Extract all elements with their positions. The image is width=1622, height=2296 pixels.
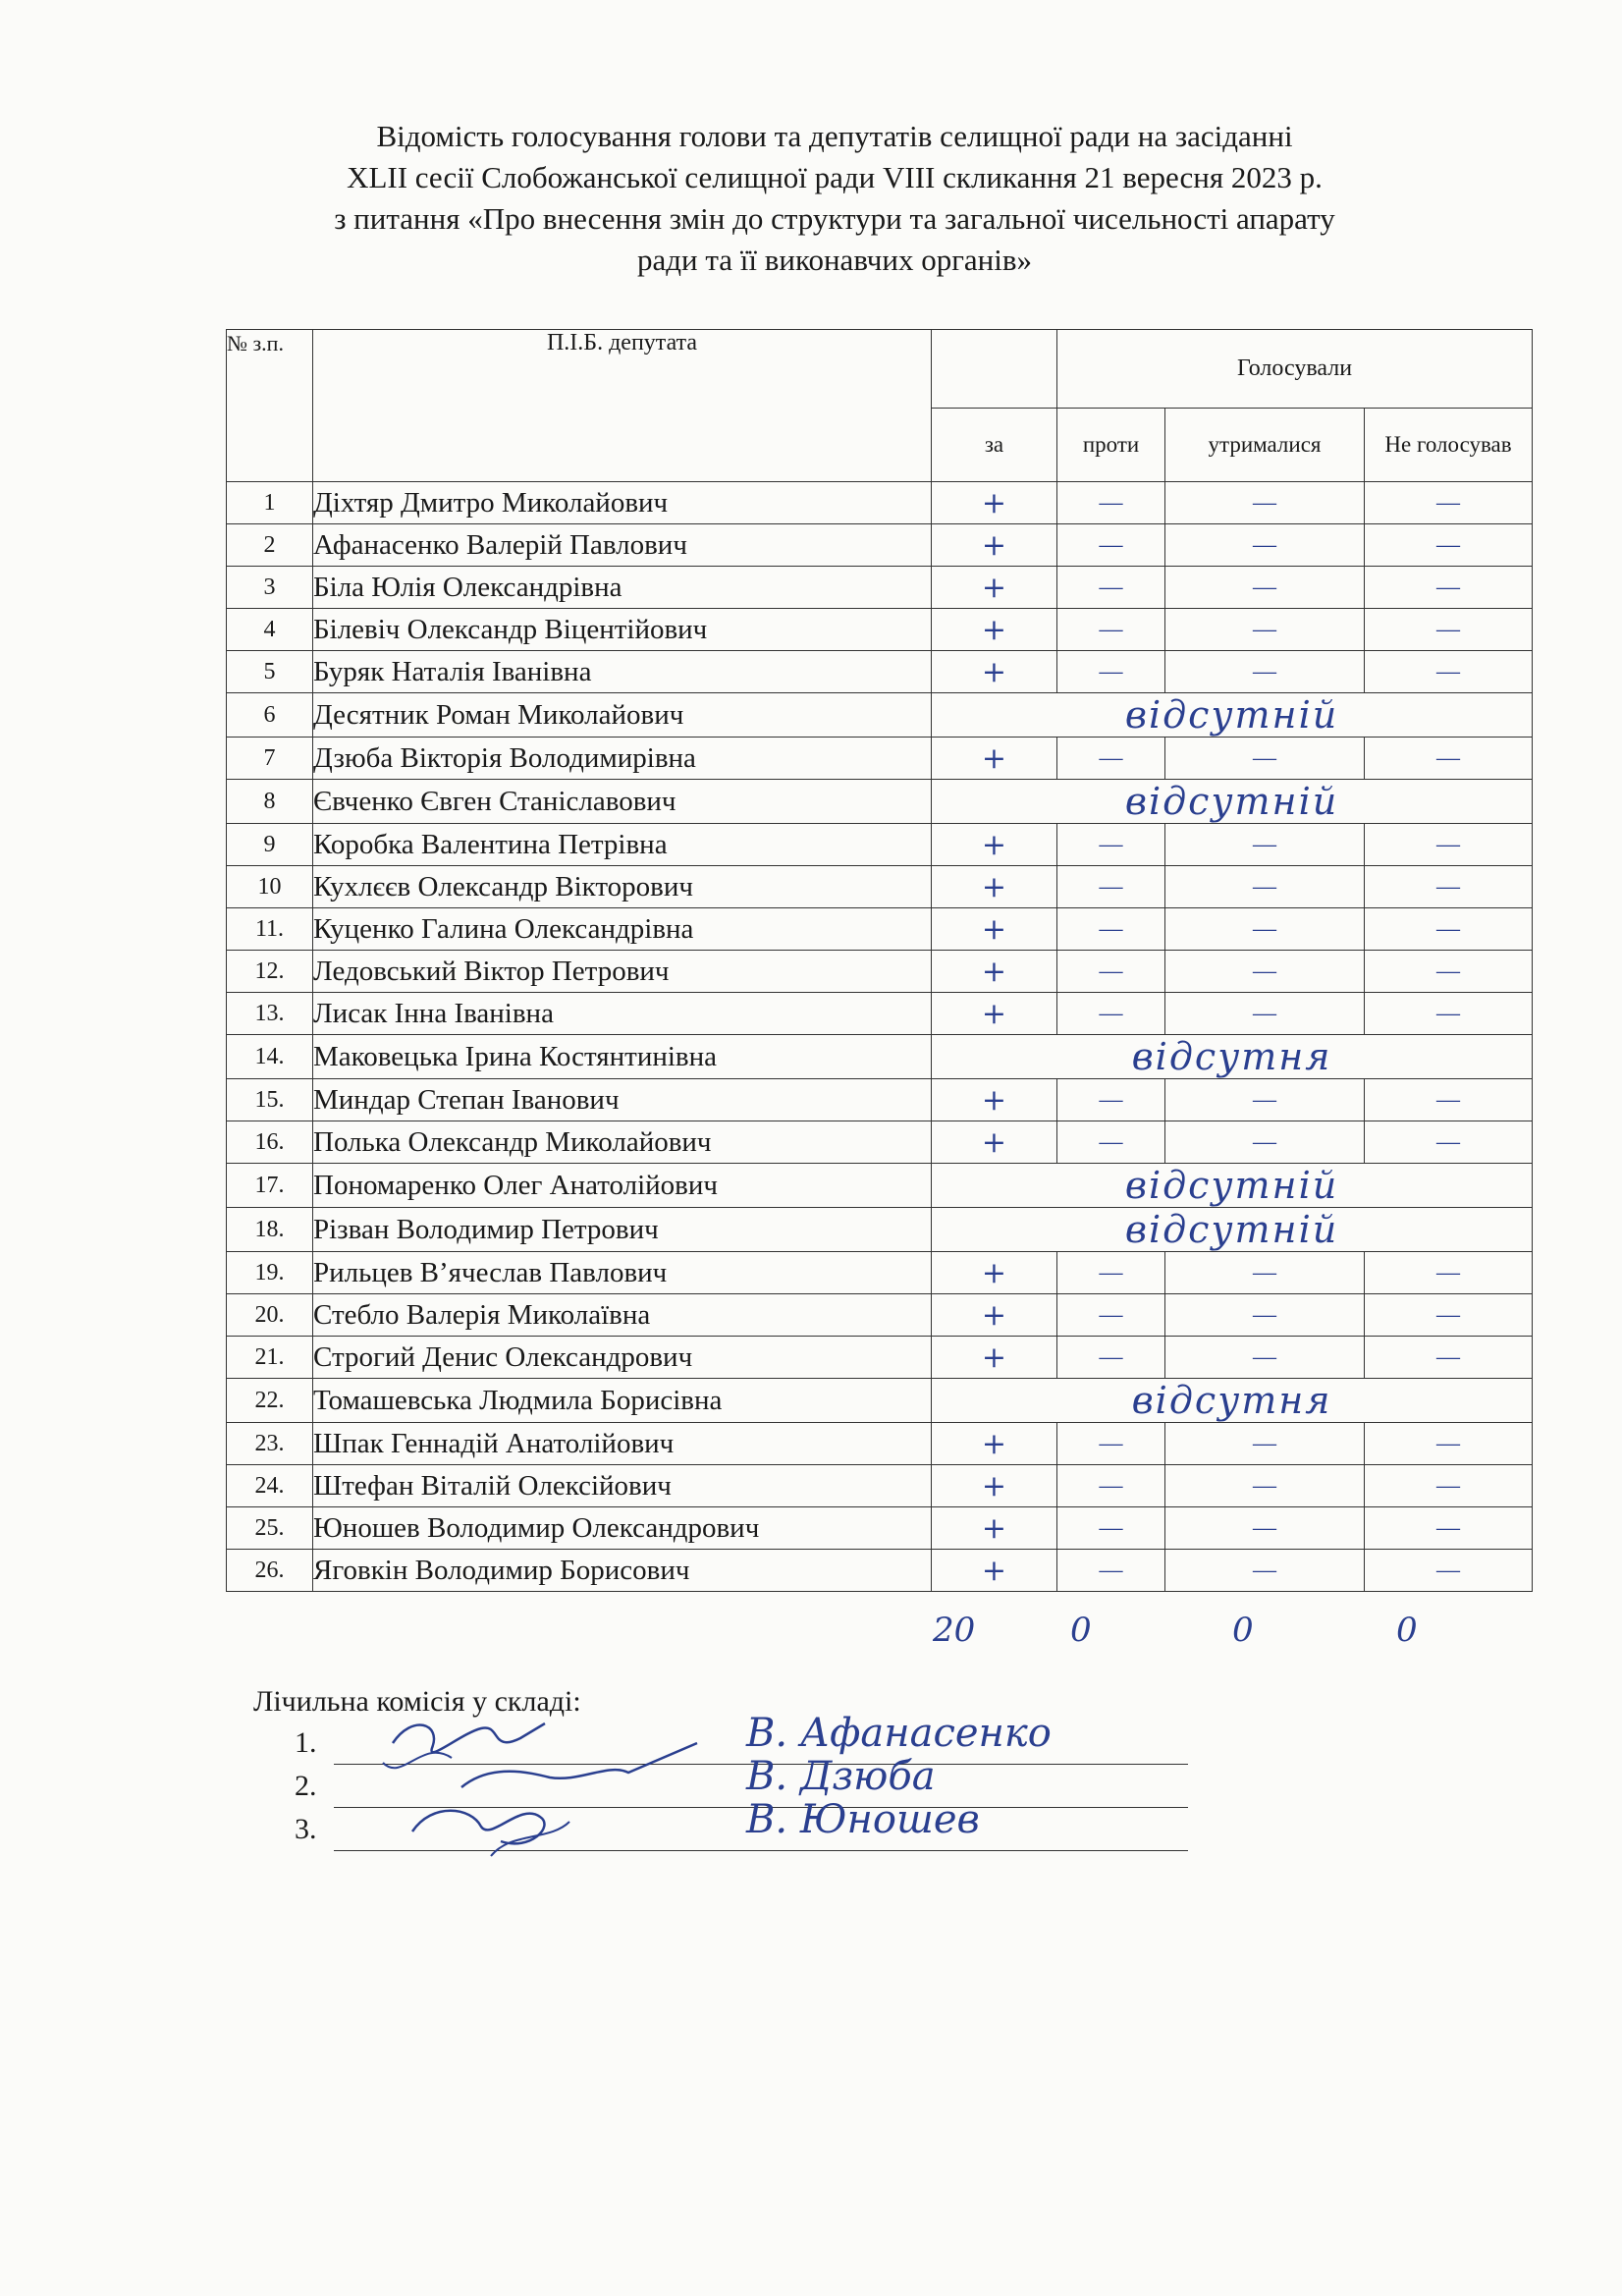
- vote-for-mark: +: [932, 1465, 1057, 1507]
- dash-abstain: —: [1165, 866, 1365, 908]
- row-number: 6: [227, 693, 313, 738]
- dash-abstain: —: [1165, 651, 1365, 693]
- vote-for-mark: +: [932, 1079, 1057, 1121]
- dash-novote: —: [1365, 1423, 1533, 1465]
- heading-line-4: ради та її виконавчих органів»: [636, 243, 1033, 277]
- row-number: 5: [227, 651, 313, 693]
- header-against: проти: [1057, 409, 1165, 482]
- dash-novote: —: [1365, 1465, 1533, 1507]
- table-row: [227, 1035, 1533, 1079]
- dash-against: —: [1057, 567, 1165, 609]
- dash-novote: —: [1365, 1252, 1533, 1294]
- header-abstain: утрималися: [1165, 409, 1365, 482]
- deputy-name: Біла Юлія Олександрівна: [313, 567, 932, 609]
- dash-against: —: [1057, 993, 1165, 1035]
- table-row: [227, 651, 1533, 693]
- row-number: 7: [227, 738, 313, 780]
- vote-for-mark: +: [932, 567, 1057, 609]
- dash-against: —: [1057, 1550, 1165, 1592]
- commission-member-2: В. Дзюба: [746, 1754, 936, 1799]
- row-number: 25.: [227, 1507, 313, 1550]
- vote-for-mark: +: [932, 738, 1057, 780]
- commission-number-2: 2.: [295, 1770, 317, 1802]
- total-novote: 0: [1396, 1611, 1418, 1650]
- dash-novote: —: [1365, 1337, 1533, 1379]
- vote-for-mark: +: [932, 609, 1057, 651]
- vote-for-mark: +: [932, 1337, 1057, 1379]
- table-row: [227, 567, 1533, 609]
- deputy-name: Стебло Валерія Миколаївна: [313, 1294, 932, 1337]
- deputy-name: Полька Олександр Миколайович: [313, 1121, 932, 1164]
- row-number: 12.: [227, 951, 313, 993]
- absent-note: відсутній: [932, 1164, 1533, 1208]
- table-row: [227, 609, 1533, 651]
- header-for: за: [932, 409, 1057, 482]
- row-number: 2: [227, 524, 313, 567]
- dash-novote: —: [1365, 1550, 1533, 1592]
- dash-against: —: [1057, 1423, 1165, 1465]
- table-row: [227, 693, 1533, 738]
- dash-novote: —: [1365, 609, 1533, 651]
- dash-abstain: —: [1165, 1550, 1365, 1592]
- deputy-name: Буряк Наталія Іванівна: [313, 651, 932, 693]
- dash-novote: —: [1365, 1294, 1533, 1337]
- header-name: П.І.Б. депутата: [313, 330, 932, 482]
- dash-against: —: [1057, 866, 1165, 908]
- dash-abstain: —: [1165, 738, 1365, 780]
- row-number: 20.: [227, 1294, 313, 1337]
- dash-novote: —: [1365, 1121, 1533, 1164]
- heading-line-1: Відомість голосування голови та депутатів селищної ради на засіданні: [376, 119, 1293, 153]
- heading-line-3: з питання «Про внесення змін до структури та загальної чисельності апарату: [334, 201, 1335, 236]
- commission-member-1: В. Афанасенко: [746, 1711, 1052, 1756]
- dash-abstain: —: [1165, 482, 1365, 524]
- deputy-name: Ледовський Віктор Петрович: [313, 951, 932, 993]
- deputy-name: Строгий Денис Олександрович: [313, 1337, 932, 1379]
- dash-abstain: —: [1165, 951, 1365, 993]
- voting-table: [226, 329, 1533, 1592]
- vote-for-mark: +: [932, 993, 1057, 1035]
- row-number: 13.: [227, 993, 313, 1035]
- row-number: 22.: [227, 1379, 313, 1423]
- commission-member-3: В. Юношев: [746, 1797, 980, 1842]
- vote-for-mark: +: [932, 908, 1057, 951]
- dash-against: —: [1057, 1465, 1165, 1507]
- dash-against: —: [1057, 738, 1165, 780]
- vote-for-mark: +: [932, 951, 1057, 993]
- vote-for-mark: +: [932, 651, 1057, 693]
- dash-against: —: [1057, 1294, 1165, 1337]
- deputy-name: Євченко Євген Станіславович: [313, 780, 932, 824]
- row-number: 8: [227, 780, 313, 824]
- dash-abstain: —: [1165, 824, 1365, 866]
- table-row: [227, 482, 1533, 524]
- vote-for-mark: +: [932, 524, 1057, 567]
- table-row: [227, 1121, 1533, 1164]
- dash-abstain: —: [1165, 908, 1365, 951]
- row-number: 15.: [227, 1079, 313, 1121]
- row-number: 24.: [227, 1465, 313, 1507]
- row-number: 26.: [227, 1550, 313, 1592]
- dash-novote: —: [1365, 951, 1533, 993]
- table-row: [227, 993, 1533, 1035]
- dash-abstain: —: [1165, 1337, 1365, 1379]
- row-number: 23.: [227, 1423, 313, 1465]
- header-number: № з.п.: [227, 330, 313, 482]
- table-row: [227, 1550, 1533, 1592]
- row-number: 14.: [227, 1035, 313, 1079]
- commission-number-1: 1.: [295, 1726, 317, 1759]
- header-blank: [932, 330, 1057, 409]
- dash-novote: —: [1365, 1079, 1533, 1121]
- dash-abstain: —: [1165, 1465, 1365, 1507]
- total-against: 0: [1070, 1611, 1092, 1650]
- table-row: [227, 1079, 1533, 1121]
- deputy-name: Діхтяр Дмитро Миколайович: [313, 482, 932, 524]
- row-number: 18.: [227, 1208, 313, 1252]
- dash-against: —: [1057, 951, 1165, 993]
- vote-for-mark: +: [932, 1121, 1057, 1164]
- table-row: [227, 780, 1533, 824]
- table-row: [227, 1423, 1533, 1465]
- deputy-name: Рильцев В’ячеслав Павлович: [313, 1252, 932, 1294]
- absent-note: відсутній: [932, 1208, 1533, 1252]
- dash-abstain: —: [1165, 993, 1365, 1035]
- table-row: [227, 951, 1533, 993]
- vote-for-mark: +: [932, 1252, 1057, 1294]
- header-voted: Голосували: [1057, 330, 1533, 409]
- deputy-name: Різван Володимир Петрович: [313, 1208, 932, 1252]
- absent-note: відсутня: [932, 1379, 1533, 1423]
- absent-note: відсутній: [932, 693, 1533, 738]
- deputy-name: Десятник Роман Миколайович: [313, 693, 932, 738]
- dash-novote: —: [1365, 993, 1533, 1035]
- deputy-name: Яговкін Володимир Борисович: [313, 1550, 932, 1592]
- signature-scribbles: [373, 1704, 727, 1881]
- row-number: 4: [227, 609, 313, 651]
- dash-abstain: —: [1165, 1423, 1365, 1465]
- row-number: 19.: [227, 1252, 313, 1294]
- dash-against: —: [1057, 1079, 1165, 1121]
- deputy-name: Шпак Геннадій Анатолійович: [313, 1423, 932, 1465]
- deputy-name: Куценко Галина Олександрівна: [313, 908, 932, 951]
- deputy-name: Юношев Володимир Олександрович: [313, 1507, 932, 1550]
- deputy-name: Пономаренко Олег Анатолійович: [313, 1164, 932, 1208]
- dash-against: —: [1057, 524, 1165, 567]
- voting-rows: [227, 482, 1533, 1592]
- vote-for-mark: +: [932, 1507, 1057, 1550]
- header-novote: Не голосував: [1365, 409, 1533, 482]
- dash-against: —: [1057, 1252, 1165, 1294]
- dash-novote: —: [1365, 738, 1533, 780]
- absent-note: відсутня: [932, 1035, 1533, 1079]
- commission-title: Лічильна комісія у складі:: [253, 1685, 581, 1718]
- dash-abstain: —: [1165, 1079, 1365, 1121]
- vote-for-mark: +: [932, 1550, 1057, 1592]
- dash-abstain: —: [1165, 1121, 1365, 1164]
- deputy-name: Миндар Степан Іванович: [313, 1079, 932, 1121]
- deputy-name: Афанасенко Валерій Павлович: [313, 524, 932, 567]
- dash-against: —: [1057, 1121, 1165, 1164]
- dash-against: —: [1057, 824, 1165, 866]
- absent-note: відсутній: [932, 780, 1533, 824]
- dash-abstain: —: [1165, 609, 1365, 651]
- dash-against: —: [1057, 609, 1165, 651]
- deputy-name: Маковецька Ірина Костянтинівна: [313, 1035, 932, 1079]
- table-row: [227, 1164, 1533, 1208]
- dash-novote: —: [1365, 1507, 1533, 1550]
- vote-for-mark: +: [932, 1423, 1057, 1465]
- dash-novote: —: [1365, 524, 1533, 567]
- deputy-name: Коробка Валентина Петрівна: [313, 824, 932, 866]
- table-row: [227, 1252, 1533, 1294]
- dash-against: —: [1057, 651, 1165, 693]
- dash-against: —: [1057, 1507, 1165, 1550]
- row-number: 10: [227, 866, 313, 908]
- heading-line-2: XLII сесії Слобожанської селищної ради VIII скликання 21 вересня 2023 р.: [347, 160, 1323, 194]
- table-row: [227, 1208, 1533, 1252]
- row-number: 21.: [227, 1337, 313, 1379]
- dash-novote: —: [1365, 908, 1533, 951]
- row-number: 3: [227, 567, 313, 609]
- table-row: [227, 908, 1533, 951]
- table-row: [227, 524, 1533, 567]
- dash-abstain: —: [1165, 524, 1365, 567]
- row-number: 16.: [227, 1121, 313, 1164]
- dash-abstain: —: [1165, 1252, 1365, 1294]
- dash-novote: —: [1365, 482, 1533, 524]
- vote-for-mark: +: [932, 866, 1057, 908]
- deputy-name: Кухлєєв Олександр Вікторович: [313, 866, 932, 908]
- table-row: [227, 1379, 1533, 1423]
- dash-against: —: [1057, 908, 1165, 951]
- deputy-name: Білевіч Олександр Віцентійович: [313, 609, 932, 651]
- dash-abstain: —: [1165, 567, 1365, 609]
- table-row: [227, 738, 1533, 780]
- vote-for-mark: +: [932, 482, 1057, 524]
- table-row: [227, 1294, 1533, 1337]
- dash-novote: —: [1365, 824, 1533, 866]
- dash-novote: —: [1365, 651, 1533, 693]
- total-abstain: 0: [1232, 1611, 1254, 1650]
- vote-for-mark: +: [932, 824, 1057, 866]
- deputy-name: Томашевська Людмила Борисівна: [313, 1379, 932, 1423]
- row-number: 17.: [227, 1164, 313, 1208]
- deputy-name: Лисак Інна Іванівна: [313, 993, 932, 1035]
- deputy-name: Штефан Віталій Олексійович: [313, 1465, 932, 1507]
- table-row: [227, 824, 1533, 866]
- dash-against: —: [1057, 1337, 1165, 1379]
- row-number: 11.: [227, 908, 313, 951]
- document-heading: [196, 116, 1473, 281]
- dash-novote: —: [1365, 567, 1533, 609]
- table-row: [227, 1465, 1533, 1507]
- dash-abstain: —: [1165, 1507, 1365, 1550]
- dash-abstain: —: [1165, 1294, 1365, 1337]
- row-number: 9: [227, 824, 313, 866]
- commission-number-3: 3.: [295, 1813, 317, 1845]
- deputy-name: Дзюба Вікторія Володимирівна: [313, 738, 932, 780]
- dash-against: —: [1057, 482, 1165, 524]
- vote-for-mark: +: [932, 1294, 1057, 1337]
- table-row: [227, 866, 1533, 908]
- dash-novote: —: [1365, 866, 1533, 908]
- row-number: 1: [227, 482, 313, 524]
- table-row: [227, 1507, 1533, 1550]
- total-for: 20: [933, 1611, 976, 1650]
- table-row: [227, 1337, 1533, 1379]
